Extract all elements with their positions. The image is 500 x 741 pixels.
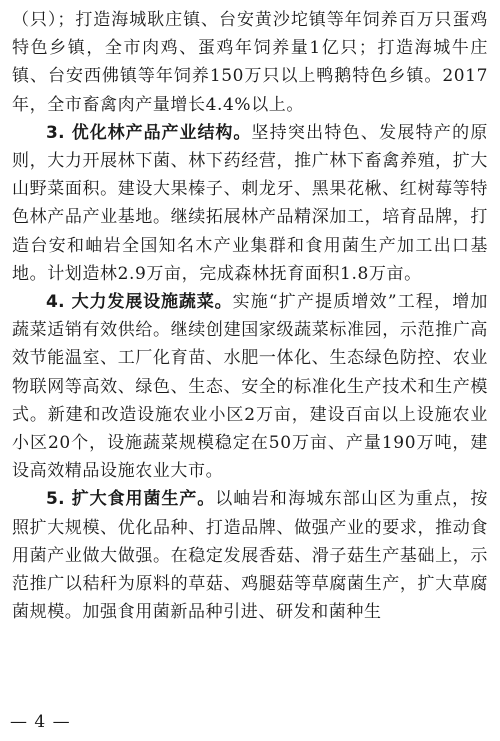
paragraph-vegetables [12, 288, 488, 485]
paragraph-livestock [12, 6, 488, 119]
page-number: — 4 — [10, 712, 71, 732]
paragraph-forestry-text: 坚持突出特色、发展特产的原则，大力开展林下菌、林下药经营，推广林下畜禽养殖，扩大山野菜面积。建设大果榛子、刺龙牙、黑果花楸、红树莓等特色林产品产业基地。继续拓展林产品精深加工，培育品牌，打造台安和岫岩全国知名木产业集群和食用菌生产加工出口基地。计划造林2.9万亩，完成森林抚育面积1.8万亩。 [12, 122, 488, 284]
document-page [12, 6, 488, 626]
paragraph-fungi-text: 以岫岩和海城东部山区为重点，按照扩大规模、优化品种、打造品牌、做强产业的要求，推动食用菌产业做大做强。在稳定发展香菇、滑子菇生产基础上，示范推广以秸秆为原料的草菇、鸡腿菇等草腐菌生产，扩大草腐菌规模。加强食用菌新品种引进、研发和菌种生 [12, 489, 489, 623]
paragraph-fungi [12, 485, 488, 626]
heading-forestry: 3. 优化林产品产业结构。 [46, 122, 252, 143]
heading-fungi: 5. 扩大食用菌生产。 [46, 489, 216, 510]
heading-vegetables: 4. 大力发展设施蔬菜。 [46, 292, 233, 313]
paragraph-forestry [12, 119, 488, 288]
paragraph-livestock-text: （只）；打造海城耿庄镇、台安黄沙坨镇等年饲养百万只蛋鸡特色乡镇，全市肉鸡、蛋鸡年饲养量1亿只；打造海城牛庄镇、台安西佛镇等年饲养150万只以上鸭鹅特色乡镇。2017年，全市畜禽肉产量增长4.4%以上。 [12, 10, 488, 115]
paragraph-vegetables-text: 实施“扩产提质增效”工程，增加蔬菜适销有效供给。继续创建国家级蔬菜标准园，示范推广高效节能温室、工厂化育苗、水肥一体化、生态绿色防控、农业物联网等高效、绿色、生态、安全的标准化生产技术和生产模式。新建和改造设施农业小区2万亩，建设百亩以上设施农业小区20个，设施蔬菜规模稳定在50万亩、产量190万吨，建设高效精品设施农业大市。 [12, 292, 488, 482]
